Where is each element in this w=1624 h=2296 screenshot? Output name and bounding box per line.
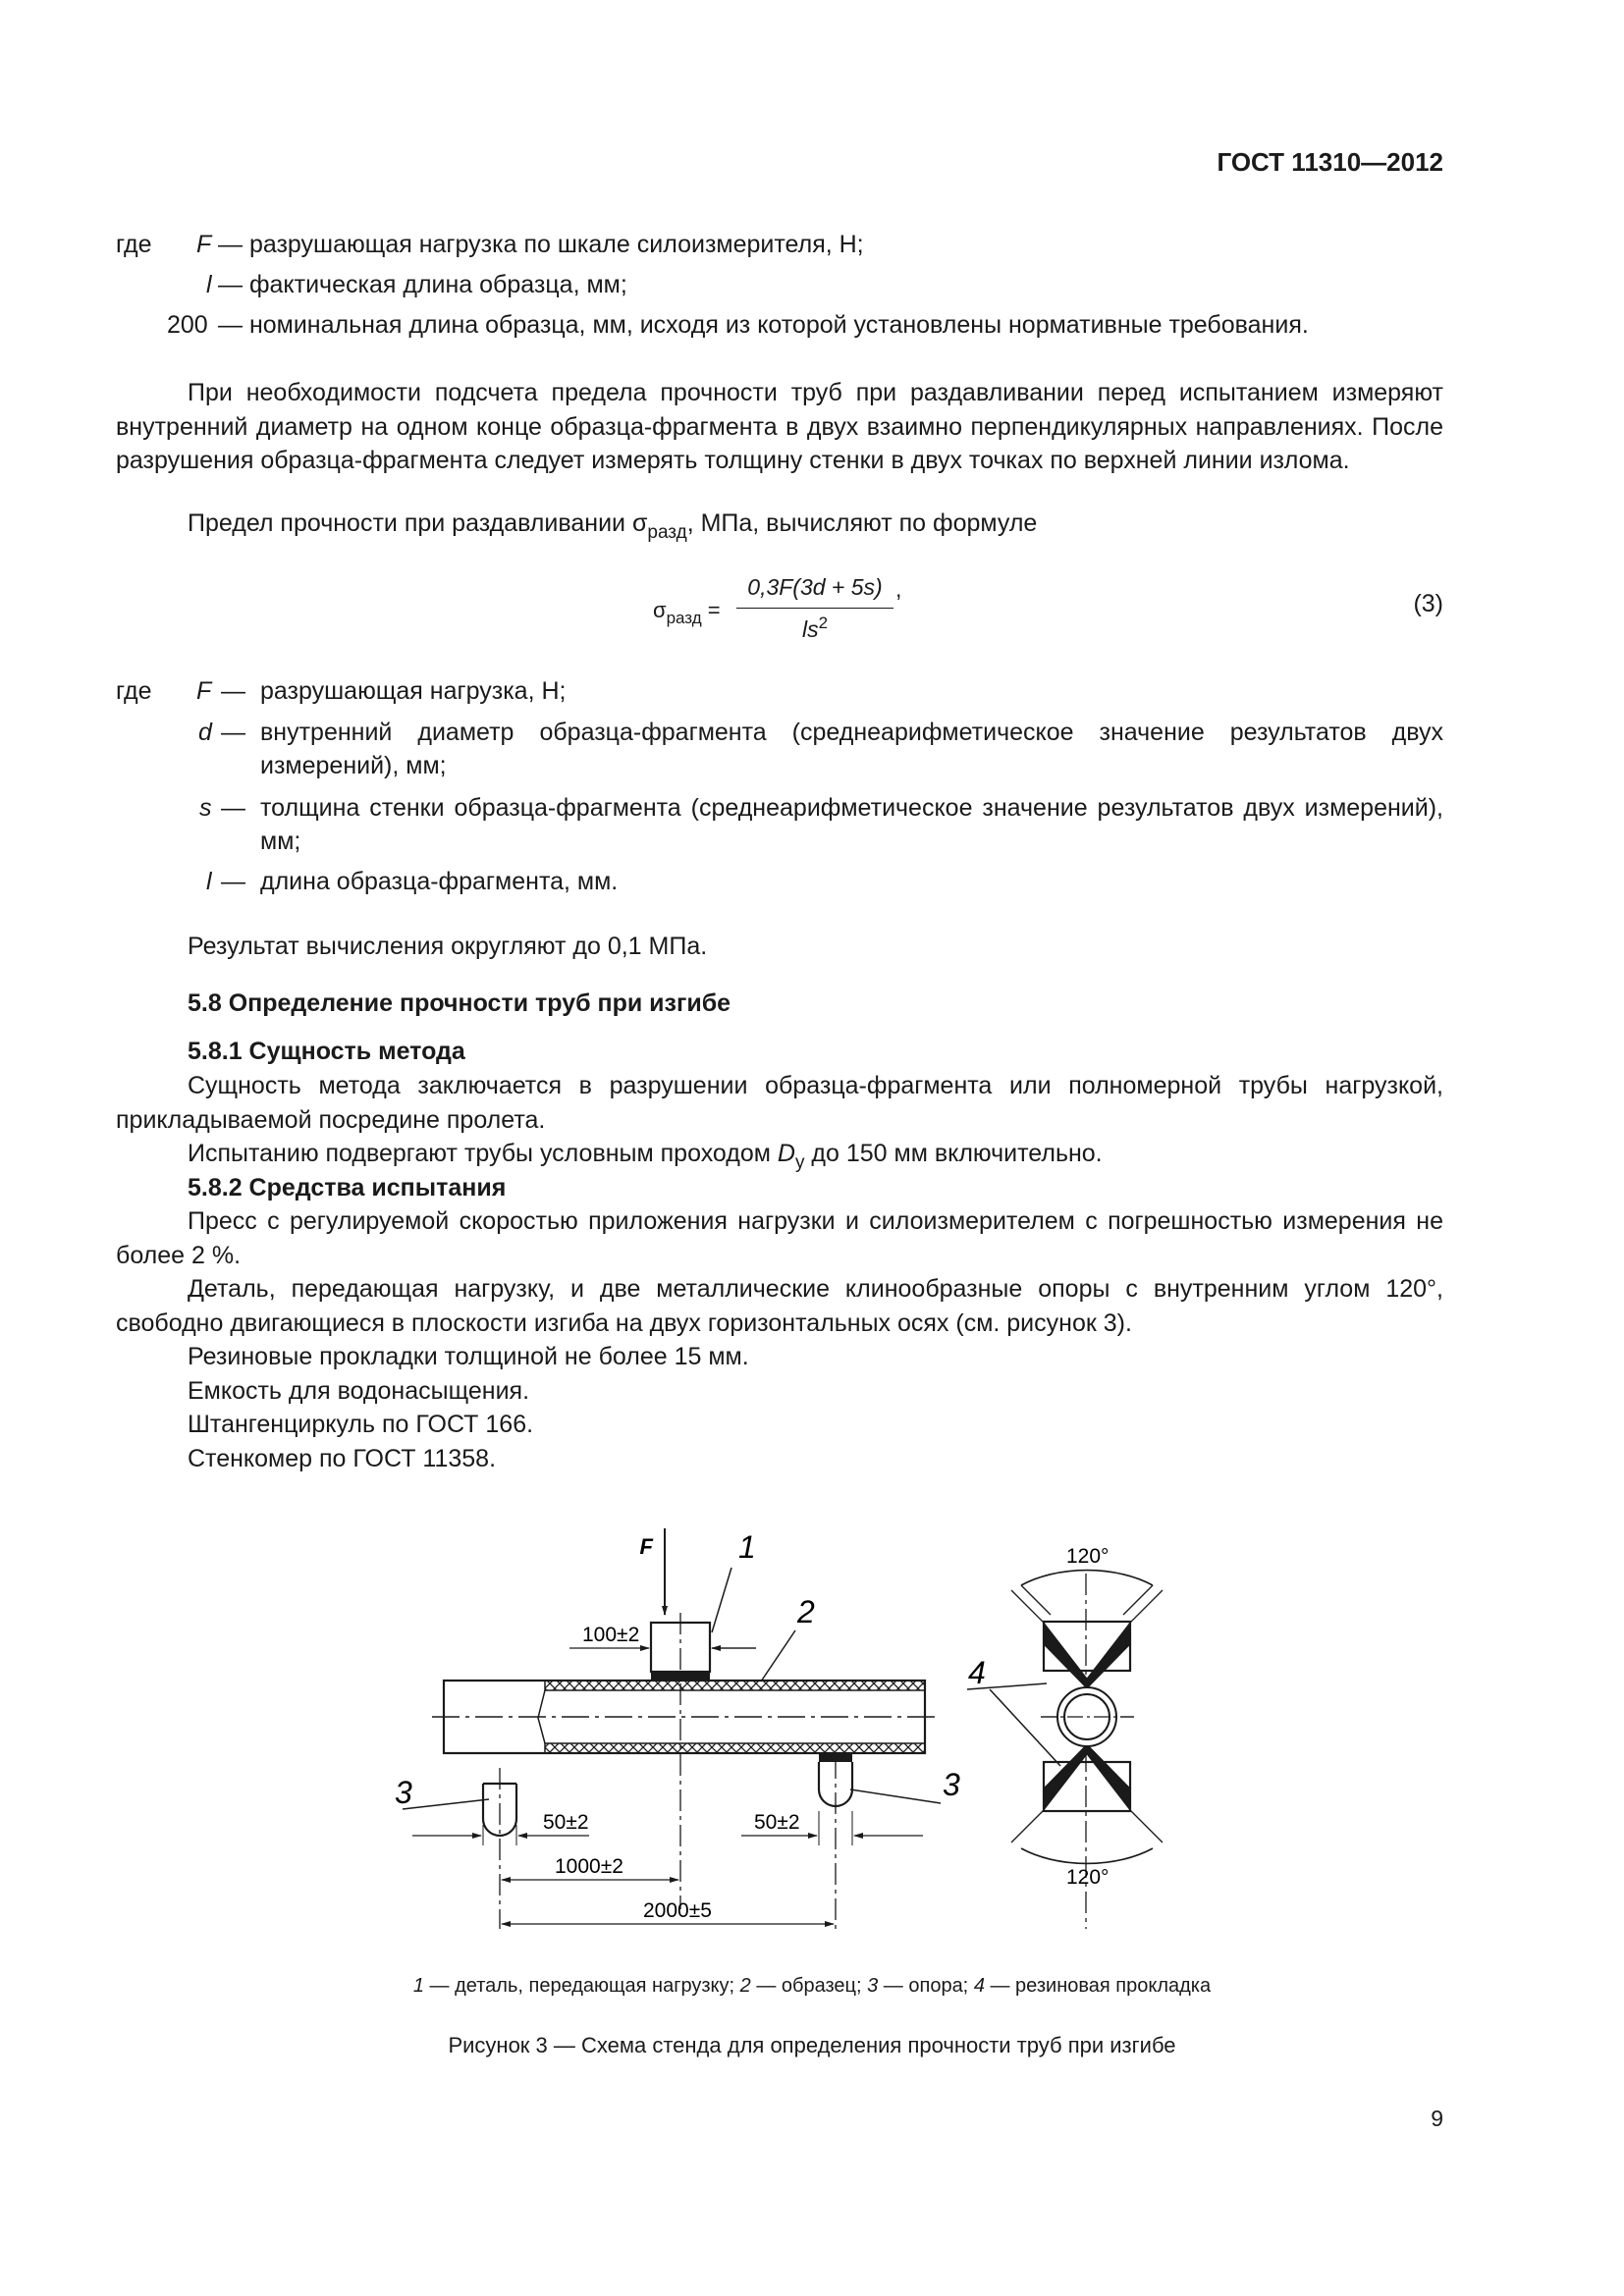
def-symbol-l: l [206, 271, 212, 298]
force-label: F [639, 1534, 653, 1559]
means-item: Штангенциркуль по ГОСТ 166. [188, 1411, 534, 1438]
figure-legend [0, 1975, 1624, 1998]
angle-bottom: 120° [1066, 1866, 1110, 1889]
formula-trailing: , [895, 576, 902, 602]
legend-num: 3 [867, 1975, 879, 1997]
def2-symbol-s: s [199, 794, 212, 822]
section-5-8-1-heading: 5.8.1 Сущность метода [188, 1038, 465, 1065]
formula-intro-sub: разд [647, 522, 687, 543]
formula-lhs: σ [653, 598, 667, 622]
def-symbol-200: 200 [167, 311, 208, 339]
def-symbol-F: F [196, 231, 212, 258]
formula-denominator-sup: 2 [818, 614, 829, 632]
def2-symbol-F: F [196, 677, 212, 705]
def2-text-l: длина образца-фрагмента, мм. [260, 868, 619, 895]
def-text-200: — номинальная длина образца, мм, исходя из которой установлены нормативные требования. [218, 311, 1309, 339]
def2-text-d: внутренний диаметр образца-фрагмента (среднеарифметическое значение результатов двух измерений), мм; [260, 719, 1443, 779]
def2-text-s: толщина стенки образца-фрагмента (среднеарифметическое значение результатов двух измерений), мм; [260, 794, 1443, 855]
def-text-F: — разрушающая нагрузка по шкале силоизмерителя, Н; [218, 231, 864, 258]
rounding-note: Результат вычисления округляют до 0,1 МПа. [188, 933, 708, 960]
def2-dash-s: — [221, 794, 245, 822]
page-number: 9 [1431, 2106, 1443, 2131]
standard-header: ГОСТ 11310—2012 [1217, 147, 1443, 177]
tested-symbol: D [777, 1140, 795, 1167]
paragraph-diameter [116, 376, 1443, 478]
dim-half-span: 1000±2 [555, 1855, 623, 1878]
essence-paragraph [116, 1069, 1443, 1137]
formula-numerator: 0,3F(3d + 5s) [747, 574, 883, 600]
tested-before: Испытанию подвергают трубы условным проходом [188, 1140, 778, 1167]
figure-3-drawing [373, 1517, 1237, 1949]
section-5-8-2-heading: 5.8.2 Средства испытания [188, 1174, 507, 1201]
callout-3-right: 3 [943, 1767, 960, 1802]
def2-dash-l: — [221, 868, 245, 895]
callout-1-leader [712, 1568, 731, 1632]
legend-num: 1 [412, 1975, 424, 1997]
tested-after: до 150 мм включительно. [804, 1140, 1103, 1167]
right-support [819, 1753, 852, 1929]
figure-title: Рисунок 3 — Схема стенда для определения прочности труб при изгибе [448, 2033, 1176, 2057]
formula-denominator-base: ls [801, 616, 819, 642]
dim-support-left: 50±2 [543, 1811, 589, 1834]
load-block [651, 1613, 710, 1909]
means-item: Пресс с регулируемой скоростью приложения нагрузки и силоизмерителем с погрешностью измерения не более 2 %. [116, 1207, 1443, 1269]
legend-num: 2 [739, 1975, 751, 1997]
formula-number: (3) [1413, 590, 1443, 617]
essence-text: Сущность метода заключается в разрушении образца-фрагмента или полномерной трубы нагрузкой, прикладываемой посредине пролета. [116, 1072, 1443, 1134]
means-item: Резиновые прокладки толщиной не более 15 мм. [188, 1343, 749, 1370]
def2-symbol-d: d [198, 719, 212, 746]
means-item: Стенкомер по ГОСТ 11358. [188, 1444, 497, 1472]
angle-top: 120° [1066, 1545, 1110, 1568]
formula-equals: = [707, 598, 721, 622]
legend-text: — опора; [878, 1975, 974, 1997]
formula-intro-after: , МПа, вычисляют по формуле [686, 509, 1038, 537]
dim-span: 2000±5 [643, 1899, 712, 1922]
legend-text: — деталь, передающая нагрузку; [424, 1975, 740, 1997]
paragraph-formula-intro [116, 507, 1515, 550]
def-text-l: — фактическая длина образца, мм; [218, 271, 627, 298]
def2-dash-F: — [221, 677, 245, 705]
legend-text: — резиновая прокладка [984, 1975, 1212, 1997]
callout-4: 4 [968, 1655, 986, 1690]
legend-text: — образец; [750, 1975, 868, 1997]
tested-subscript: у [794, 1152, 805, 1173]
where-label-2: где [116, 677, 152, 705]
def2-text-F: разрушающая нагрузка, Н; [260, 677, 567, 705]
legend-num: 4 [973, 1975, 985, 1997]
paragraph-diameter-text: При необходимости подсчета предела прочности труб при раздавливании перед испытанием измеряют внутренний диаметр на одном конце образца-фрагмента в двух взаимно перпендикулярных направлениях. После разрушения образца-фрагмента следует измерять толщину стенки в двух точках по верхней линии излома. [116, 379, 1443, 474]
means-item: Деталь, передающая нагрузку, и две металлические клинообразные опоры с внутренним углом 120°, свободно двигающиеся в плоскости изгиба на двух горизонтальных осях (см. рисунок 3). [116, 1275, 1443, 1337]
dim-load-width: 100±2 [582, 1624, 640, 1646]
callout-3-left: 3 [395, 1775, 412, 1810]
dim-support-right: 50±2 [754, 1811, 800, 1834]
formula-denominator [736, 614, 893, 643]
callout-2: 2 [797, 1594, 815, 1629]
formula-intro-before: Предел прочности при раздавливании σ [188, 509, 648, 537]
pipe-specimen [432, 1681, 938, 1753]
section-5-8-heading: 5.8 Определение прочности труб при изгибе [188, 989, 731, 1017]
left-support [483, 1767, 516, 1929]
def2-symbol-l: l [206, 868, 212, 895]
means-item: Емкость для водонасыщения. [188, 1376, 530, 1405]
means-list [116, 1204, 1443, 1475]
formula-3 [0, 574, 1624, 653]
def2-dash-d: — [221, 719, 245, 746]
formula-lhs-sub: разд [666, 609, 702, 627]
formula-fraction-bar [736, 608, 893, 609]
callout-1: 1 [738, 1529, 756, 1565]
where-label: где [116, 231, 152, 258]
